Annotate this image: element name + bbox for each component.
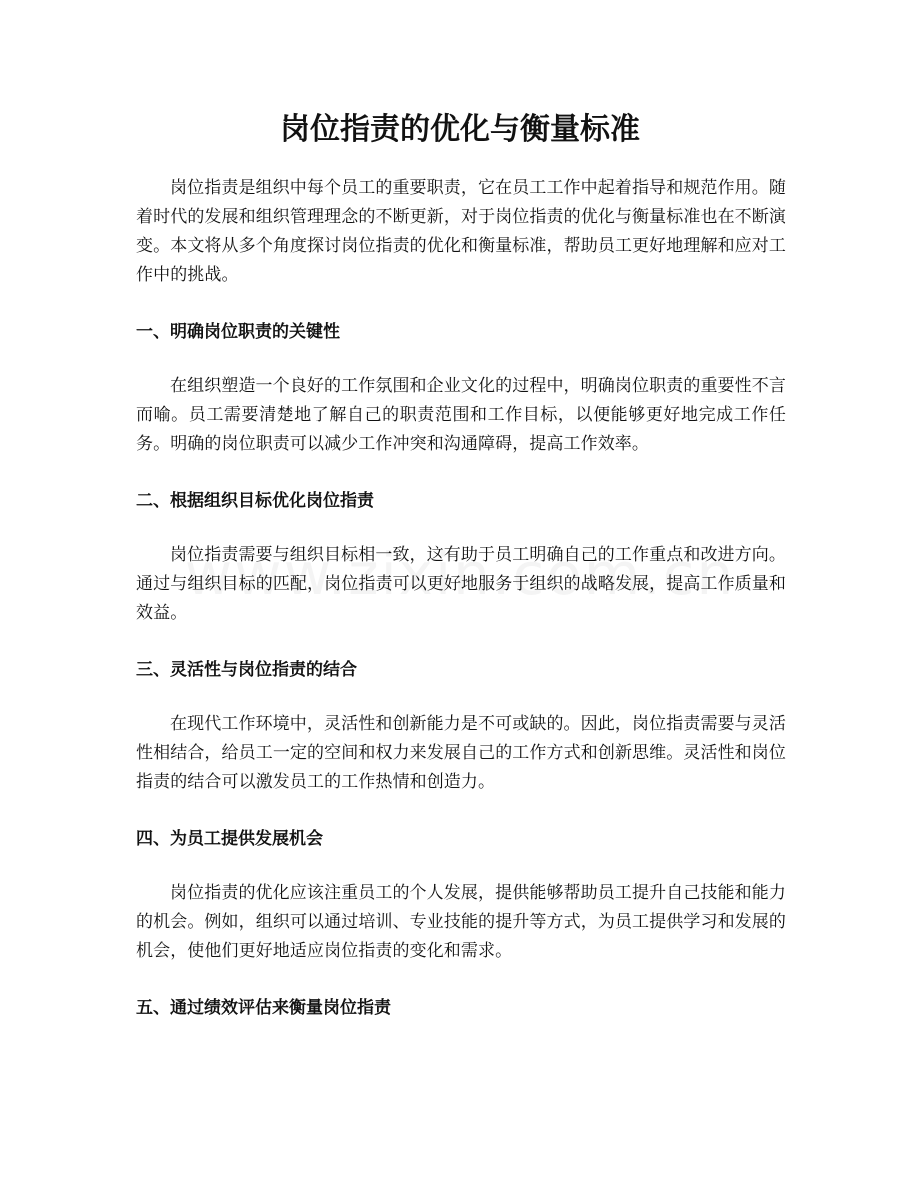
section-heading-5: 五、通过绩效评估来衡量岗位指责 [136, 998, 391, 1018]
page-title: 岗位指责的优化与衡量标准 [280, 112, 640, 147]
section-heading-1: 一、明确岗位职责的关键性 [136, 322, 340, 342]
intro-paragraph: 岗位指责是组织中每个员工的重要职责，它在员工工作中起着指导和规范作用。随着时代的发展和组织管理理念的不断更新，对于岗位指责的优化与衡量标准也在不断演变。本文将从多个角度探讨岗位指责的优化和衡量标准，帮助员工更好地理解和应对工作中的挑战。 [136, 178, 786, 285]
section-heading-2: 二、根据组织目标优化岗位指责 [136, 491, 374, 511]
section-heading-4: 四、为员工提供发展机会 [136, 829, 323, 849]
section-body-3: 在现代工作环境中，灵活性和创新能力是不可或缺的。因此，岗位指责需要与灵活性相结合，给员工一定的空间和权力来发展自己的工作方式和创新思维。灵活性和岗位指责的结合可以激发员工的工作热情和创造力。 [136, 714, 786, 792]
section-body-4: 岗位指责的优化应该注重员工的个人发展，提供能够帮助员工提升自己技能和能力的机会。例如，组织可以通过培训、专业技能的提升等方式，为员工提供学习和发展的机会，使他们更好地适应岗位指责的变化和需求。 [136, 883, 786, 961]
section-heading-3: 三、灵活性与岗位指责的结合 [136, 660, 357, 680]
section-body-2: 岗位指责需要与组织目标相一致，这有助于员工明确自己的工作重点和改进方向。通过与组织目标的匹配，岗位指责可以更好地服务于组织的战略发展，提高工作质量和效益。 [136, 545, 786, 623]
document-body [136, 174, 786, 1022]
section-body-1: 在组织塑造一个良好的工作氛围和企业文化的过程中，明确岗位职责的重要性不言而喻。员工需要清楚地了解自己的职责范围和工作目标，以便能够更好地完成工作任务。明确的岗位职责可以减少工作冲突和沟通障碍，提高工作效率。 [136, 376, 786, 454]
